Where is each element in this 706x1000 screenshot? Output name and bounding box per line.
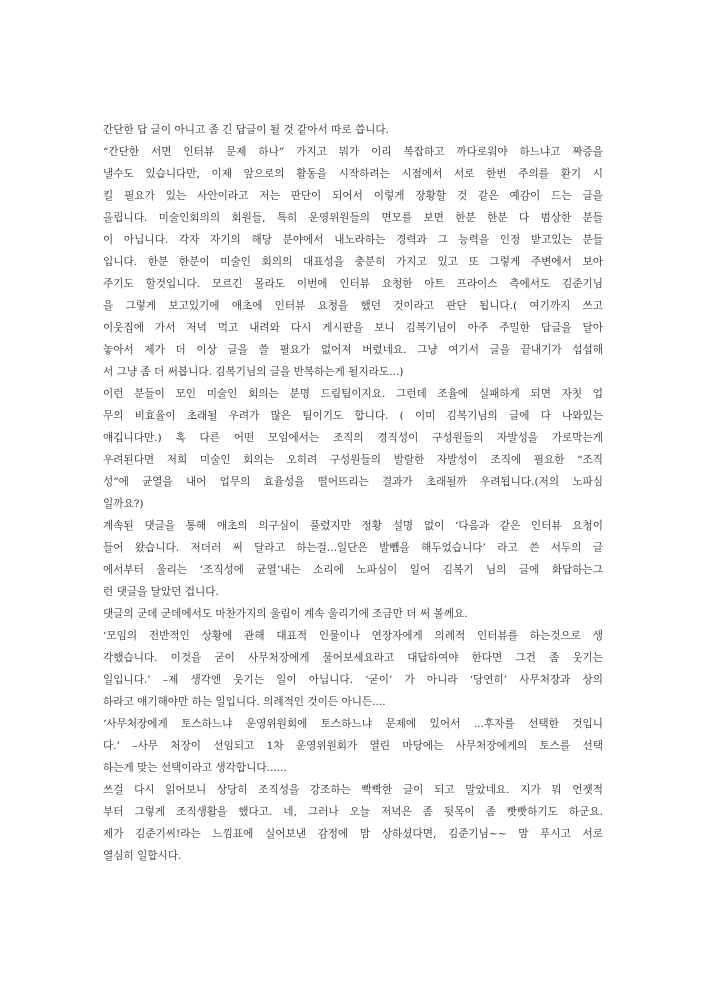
text-line: 다.’ –사무 처장이 선임되고 1차 운영위원회가 열린 마당에는 사무처장에게의 토스를 선택 xyxy=(103,740,603,752)
text-line: ‘모임의 전반적인 상황에 관해 대표적 인물이나 연장자에게 의례적 인터뷰를 하는것으로 생 xyxy=(103,630,603,642)
text-line: “간단한 서면 인터뷰 문제 하나” 가지고 뭐가 이리 복잡하고 까다로워야 하느냐고 짜증을 xyxy=(103,146,603,158)
text-line: 일까요?) xyxy=(103,498,144,510)
text-line: 입니다. 한분 한분이 미술인 회의의 대표성을 충분히 가지고 있고 또 그렇게 주변에서 보아 xyxy=(103,256,603,268)
text-line: 제가 김준기씨!라는 느낌표에 실어보낸 감정에 맘 상하셨다면, 김준기님~~ 맘 푸시고 서로 xyxy=(103,828,603,840)
document-body xyxy=(103,119,603,867)
text-line: 런 댓글을 달았던 겁니다. xyxy=(103,586,219,598)
text-line: 이 아닙니다. 각자 자기의 해당 분야에서 내노라하는 경력과 그 능력을 인정 받고있는 분들 xyxy=(103,234,603,246)
text-line: 무의 비효율이 초래될 우려가 많은 팀이기도 합니다. ( 이미 김복기님의 글에 다 나와있는 xyxy=(103,410,603,422)
text-line: 열심히 일합시다. xyxy=(103,850,182,862)
text-line: 올립니다. 미술인회의의 회원들, 특히 운영위원들의 면모를 보면 한분 한분 다 범상한 분들 xyxy=(103,212,603,224)
text-line: 킬 필요가 있는 사안이라고 저는 판단이 되어서 이렇게 장황할 것 같은 예감이 드는 글을 xyxy=(103,190,603,202)
text-line: 댓글의 군데 군데에서도 마찬가지의 울림이 계속 울리기에 조금만 더 써 볼께요. xyxy=(103,608,468,620)
text-line: 일입니다.’ –제 생각엔 웃기는 일이 아닙니다. ‘굳이’ 가 아니라 ‘당연히’ 사무처장과 상의 xyxy=(103,674,603,686)
text-line: 하는게 맞는 선택이라고 생각합니다...... xyxy=(103,762,287,774)
text-line: 서 그냥 좀 더 써봅니다. 김복기님의 글을 반복하는게 될지라도...) xyxy=(103,366,404,378)
text-line: 이런 분들이 모인 미술인 회의는 분명 드림팀이지요. 그런데 조율에 실패하게 되면 자칫 업 xyxy=(103,388,603,400)
text-line: 을 그렇게 보고있기에 애초에 인터뷰 요청을 했던 것이라고 판단 됩니다.( 여기까지 쓰고 xyxy=(103,300,603,312)
text-line: 부터 그렇게 조직생활을 했다고. 네, 그러나 오늘 저녁은 좀 뒷목이 좀 빳빳하기도 하군요. xyxy=(103,806,603,818)
text-line: 하라고 얘기해야만 하는 일입니다. 의례적인 것이든 아니든.... xyxy=(103,696,386,708)
text-line: ‘사무처장에게 토스하느냐 운영위원회에 토스하느냐 문제에 있어서 ...후자를 선택한 것입니 xyxy=(103,718,603,730)
text-line: 얘깁니다만.) 혹 다른 어떤 모임에서는 조직의 경직성이 구성원들의 자발성을 가로막는게 xyxy=(103,432,603,444)
text-line: 놓아서 제가 더 이상 글을 쓸 필요가 없어져 버렸네요. 그냥 여기서 글을 끝내기가 섭섭해 xyxy=(103,344,603,356)
text-line: 계속된 댓글을 통해 애초의 의구심이 풀렸지만 정황 설명 없이 ‘다음과 같은 인터뷰 요청이 xyxy=(103,520,603,532)
text-line: 각했습니다. 이것을 굳이 사무처장에게 물어보세요라고 대답하여야 한다면 그건 좀 웃기는 xyxy=(103,652,603,664)
text-line: 이웃집에 가서 저녁 먹고 내려와 다시 게시판을 보니 김복기님이 아주 주밀한 답글을 달아 xyxy=(103,322,603,334)
text-line: 쓰걸 다시 읽어보니 상당히 조직성을 강조하는 빡빡한 글이 되고 말았네요. 지가 뭐 언젯적 xyxy=(103,784,603,796)
text-line: 에서부터 울리는 ‘조직성에 균열’내는 소리에 노파심이 일어 김복기 님의 글에 화답하는그 xyxy=(103,564,603,576)
text-line: 낼수도 있습니다만, 이제 앞으로의 활동을 시작하려는 시점에서 서로 한번 주의를 환기 시 xyxy=(103,168,603,180)
text-line: 간단한 답 글이 아니고 좀 긴 답글이 될 것 같아서 따로 씁니다. xyxy=(103,124,390,136)
text-line: 성”에 균열을 내어 업무의 효율성을 떨어뜨리는 결과가 초래될까 우려됩니다.(저의 노파심 xyxy=(103,476,603,488)
text-line: 들어 왔습니다. 저더러 써 달라고 하는걸...일단은 발뺌을 해두었습니다’ 라고 쓴 서두의 글 xyxy=(103,542,603,554)
text-line: 주기도 할것입니다. 모르긴 몰라도 이번에 인터뷰 요청한 아트 프라이스 측에서도 김준기님 xyxy=(103,278,603,290)
text-line: 우려된다면 저희 미술인 회의는 오히려 구성원들의 발랄한 자발성이 조직에 필요한 “조직 xyxy=(103,454,603,466)
